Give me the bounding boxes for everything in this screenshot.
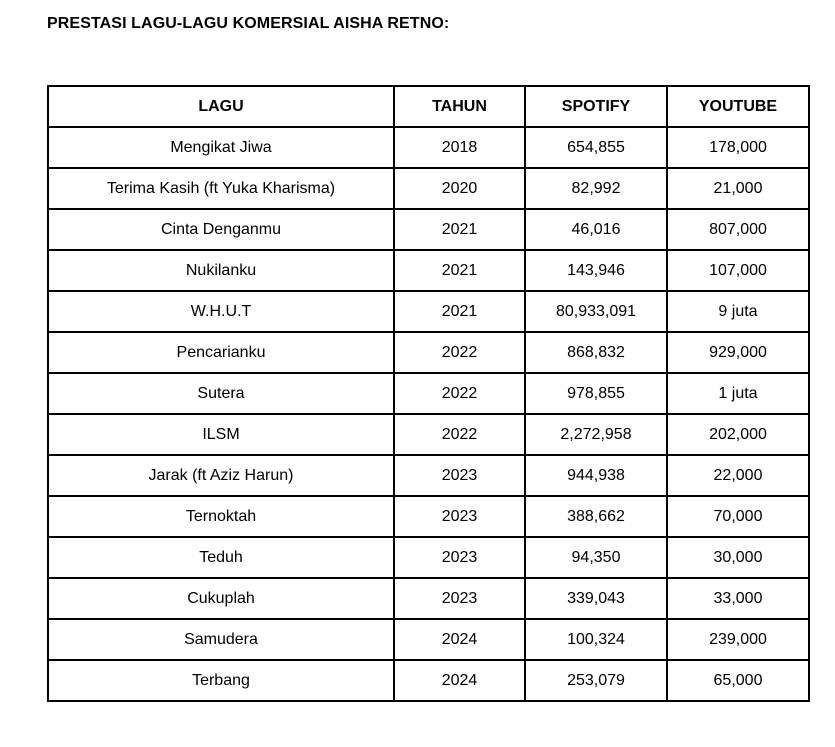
cell-tahun: 2021: [394, 209, 525, 250]
table-row: [48, 168, 809, 209]
cell-lagu: Jarak (ft Aziz Harun): [48, 455, 394, 496]
cell-youtube: 30,000: [667, 537, 809, 578]
header-youtube: YOUTUBE: [667, 86, 809, 127]
cell-tahun: 2020: [394, 168, 525, 209]
cell-tahun: 2023: [394, 537, 525, 578]
cell-youtube: 202,000: [667, 414, 809, 455]
cell-spotify: 100,324: [525, 619, 667, 660]
cell-tahun: 2024: [394, 660, 525, 701]
cell-spotify: 2,272,958: [525, 414, 667, 455]
cell-lagu: Cukuplah: [48, 578, 394, 619]
cell-lagu: Sutera: [48, 373, 394, 414]
cell-spotify: 978,855: [525, 373, 667, 414]
cell-spotify: 339,043: [525, 578, 667, 619]
cell-youtube: 22,000: [667, 455, 809, 496]
cell-spotify: 94,350: [525, 537, 667, 578]
cell-spotify: 82,992: [525, 168, 667, 209]
table-row: [48, 660, 809, 701]
page-title: PRESTASI LAGU-LAGU KOMERSIAL AISHA RETNO:: [47, 15, 450, 32]
cell-youtube: 178,000: [667, 127, 809, 168]
cell-lagu: ILSM: [48, 414, 394, 455]
table-row: [48, 127, 809, 168]
cell-tahun: 2023: [394, 455, 525, 496]
cell-spotify: 388,662: [525, 496, 667, 537]
table-row: [48, 209, 809, 250]
cell-youtube: 21,000: [667, 168, 809, 209]
cell-lagu: Teduh: [48, 537, 394, 578]
cell-youtube: 807,000: [667, 209, 809, 250]
cell-spotify: 80,933,091: [525, 291, 667, 332]
cell-lagu: Terima Kasih (ft Yuka Kharisma): [48, 168, 394, 209]
songs-table: [47, 85, 810, 702]
cell-lagu: Ternoktah: [48, 496, 394, 537]
cell-tahun: 2022: [394, 332, 525, 373]
table-row: [48, 250, 809, 291]
cell-youtube: 1 juta: [667, 373, 809, 414]
cell-spotify: 868,832: [525, 332, 667, 373]
header-tahun: TAHUN: [394, 86, 525, 127]
cell-youtube: 33,000: [667, 578, 809, 619]
table-row: [48, 414, 809, 455]
cell-tahun: 2021: [394, 250, 525, 291]
table-row: [48, 496, 809, 537]
cell-lagu: Terbang: [48, 660, 394, 701]
cell-youtube: 929,000: [667, 332, 809, 373]
table-row: [48, 619, 809, 660]
cell-lagu: Nukilanku: [48, 250, 394, 291]
cell-lagu: Pencarianku: [48, 332, 394, 373]
table-header: [48, 86, 809, 127]
cell-youtube: 70,000: [667, 496, 809, 537]
cell-spotify: 46,016: [525, 209, 667, 250]
table-row: [48, 578, 809, 619]
cell-tahun: 2022: [394, 414, 525, 455]
cell-lagu: W.H.U.T: [48, 291, 394, 332]
cell-tahun: 2018: [394, 127, 525, 168]
cell-lagu: Mengikat Jiwa: [48, 127, 394, 168]
header-spotify: SPOTIFY: [525, 86, 667, 127]
cell-lagu: Cinta Denganmu: [48, 209, 394, 250]
table-row: [48, 332, 809, 373]
header-lagu: LAGU: [48, 86, 394, 127]
table-row: [48, 455, 809, 496]
cell-youtube: 107,000: [667, 250, 809, 291]
cell-youtube: 239,000: [667, 619, 809, 660]
table-row: [48, 291, 809, 332]
cell-youtube: 65,000: [667, 660, 809, 701]
cell-youtube: 9 juta: [667, 291, 809, 332]
table-row: [48, 373, 809, 414]
cell-tahun: 2024: [394, 619, 525, 660]
cell-lagu: Samudera: [48, 619, 394, 660]
table-row: [48, 537, 809, 578]
table-body: [48, 127, 809, 701]
cell-spotify: 654,855: [525, 127, 667, 168]
cell-tahun: 2023: [394, 578, 525, 619]
cell-tahun: 2022: [394, 373, 525, 414]
cell-spotify: 143,946: [525, 250, 667, 291]
cell-spotify: 253,079: [525, 660, 667, 701]
table-header-row: [48, 86, 809, 127]
cell-tahun: 2023: [394, 496, 525, 537]
cell-tahun: 2021: [394, 291, 525, 332]
cell-spotify: 944,938: [525, 455, 667, 496]
